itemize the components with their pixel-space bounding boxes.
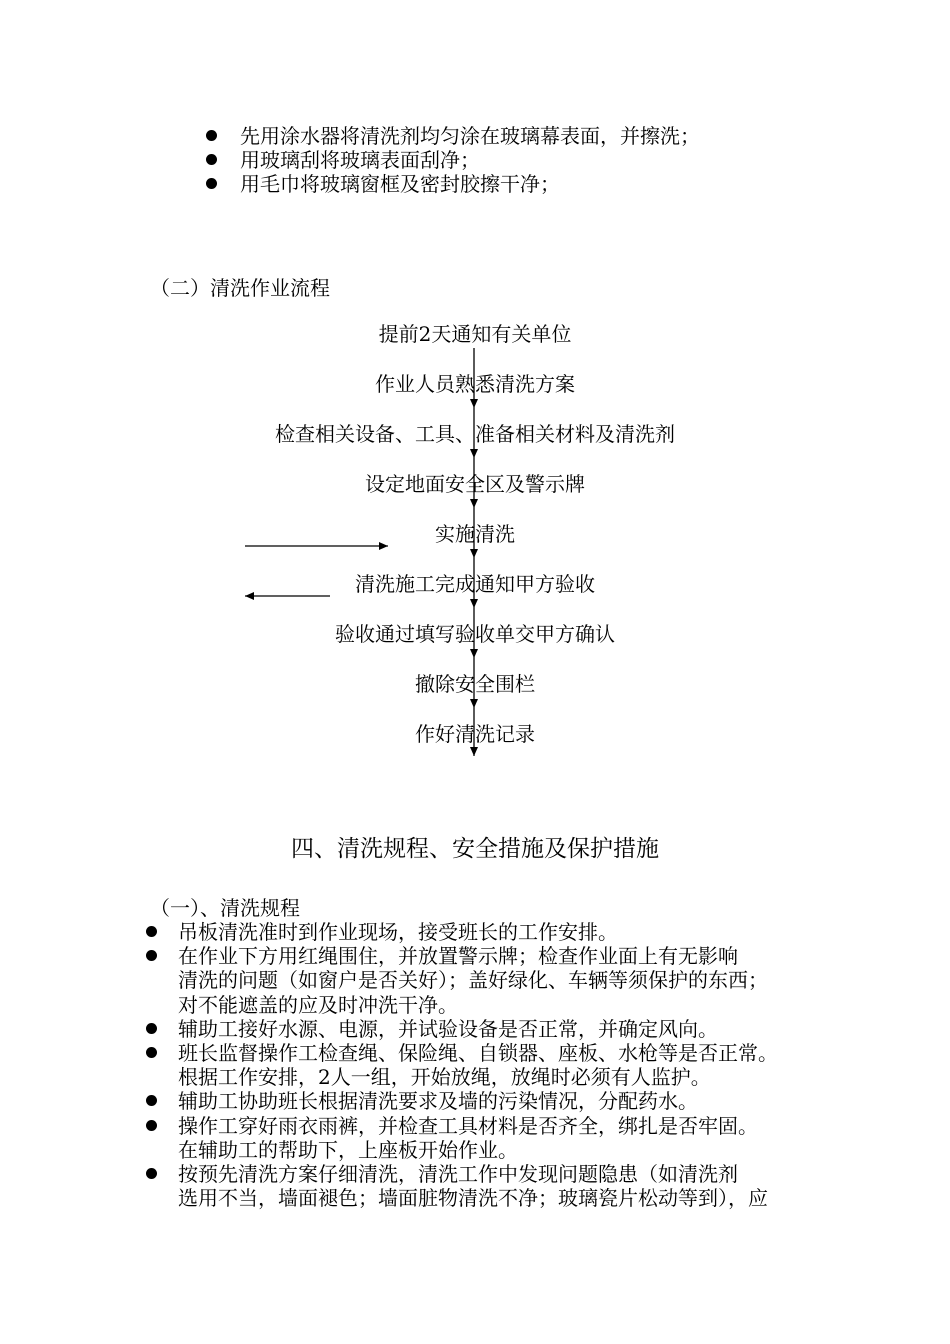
rules-item-line: 选用不当，墙面褪色；墙面脏物清洗不净；玻璃瓷片松动等到），应 <box>178 1186 768 1211</box>
bullet-dot-icon <box>146 1120 157 1131</box>
flow-section-title: （二）清洗作业流程 <box>150 276 330 300</box>
rules-subtitle: （一）、清洗规程 <box>150 896 300 920</box>
rules-item-line: 对不能遮盖的应及时冲洗干净。 <box>178 992 458 1017</box>
flow-step: 提前2天通知有关单位 <box>378 322 572 346</box>
rules-item-line: 根据工作安排，2人一组，开始放绳，放绳时必须有人监护。 <box>178 1065 711 1090</box>
rules-item-line: 在作业下方用红绳围住，并放置警示牌；检查作业面上有无影响 <box>178 944 738 969</box>
rules-item-line: 班长监督操作工检查绳、保险绳、自锁器、座板、水枪等是否正常。 <box>178 1041 778 1065</box>
list-item-text: 用毛巾将玻璃窗框及密封胶擦干净； <box>240 172 560 196</box>
list-item-text: 用玻璃刮将玻璃表面刮净； <box>240 148 480 172</box>
flow-step: 验收通过填写验收单交甲方确认 <box>335 622 615 646</box>
rules-item-line: 清洗的问题（如窗户是否关好）；盖好绿化、车辆等须保护的东西； <box>178 968 768 993</box>
flow-step: 作业人员熟悉清洗方案 <box>375 372 575 396</box>
flow-step: 清洗施工完成通知甲方验收 <box>355 572 595 596</box>
bullet-dot-icon <box>146 1168 157 1179</box>
rules-item-line: 辅助工协助班长根据清洗要求及墙的污染情况，分配药水。 <box>178 1089 698 1114</box>
list-item-text: 先用涂水器将清洗剂均匀涂在玻璃幕表面，并擦洗； <box>240 124 700 148</box>
flow-step: 实施清洗 <box>435 522 515 546</box>
bullet-dot-icon <box>146 926 157 937</box>
flow-step: 设定地面安全区及警示牌 <box>365 472 585 496</box>
bullet-dot-icon <box>146 1047 157 1058</box>
bullet-dot-icon <box>146 1023 157 1034</box>
rules-item-line: 在辅助工的帮助下，上座板开始作业。 <box>178 1137 518 1162</box>
flow-step: 撤除安全围栏 <box>415 672 535 696</box>
section-heading: 四、清洗规程、安全措施及保护措施 <box>291 836 659 862</box>
rules-item-line: 吊板清洗准时到作业现场，接受班长的工作安排。 <box>178 920 618 944</box>
flow-step: 作好清洗记录 <box>415 722 535 746</box>
rules-item-line: 辅助工接好水源、电源，并试验设备是否正常，并确定风向。 <box>178 1016 718 1041</box>
rules-item-line: 按预先清洗方案仔细清洗，清洗工作中发现问题隐患（如清洗剂 <box>178 1162 738 1186</box>
flow-step: 检查相关设备、工具、准备相关材料及清洗剂 <box>275 422 675 446</box>
rules-item-line: 操作工穿好雨衣雨裤，并检查工具材料是否齐全，绑扎是否牢固。 <box>178 1113 758 1138</box>
